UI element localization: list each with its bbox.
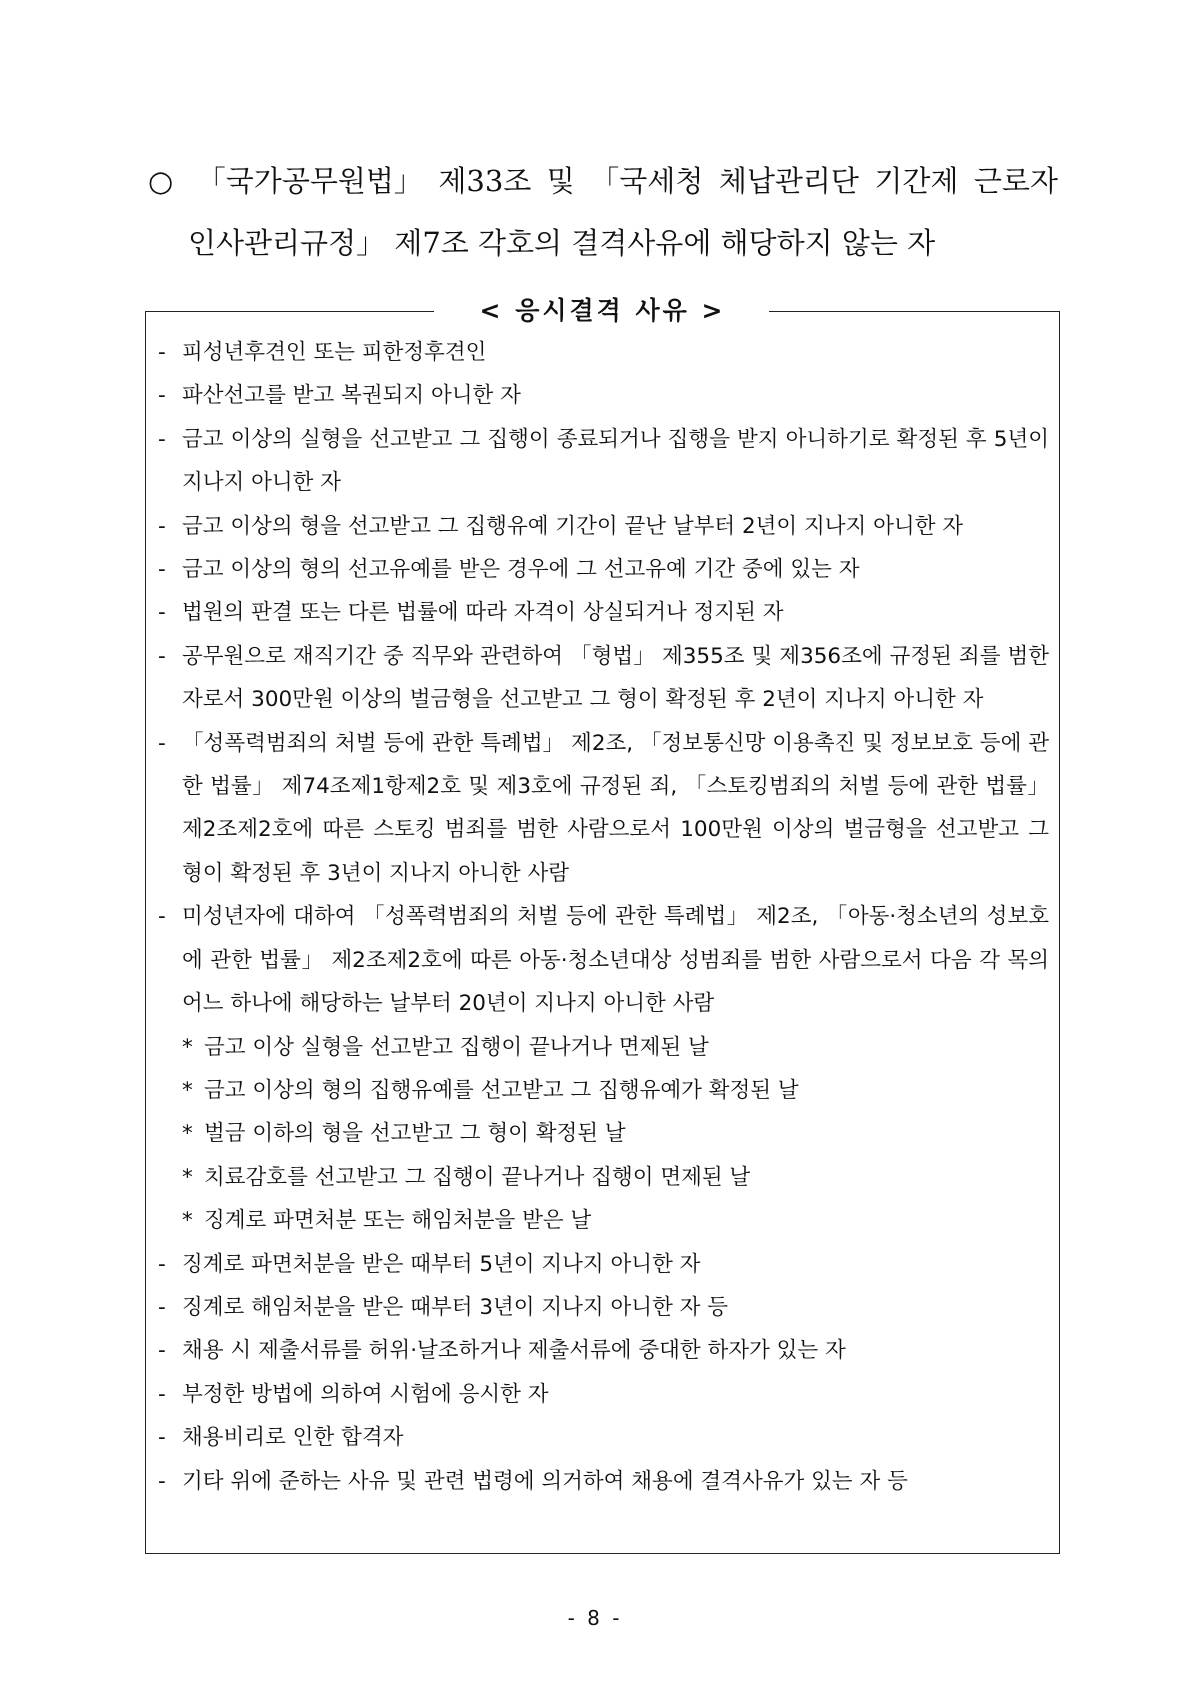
intro-bullet: ○ (148, 164, 174, 198)
intro-word: 체납관리단 (718, 164, 859, 198)
sub-list-item: * 금고 이상의 형의 집행유예를 선고받고 그 집행유예가 확정된 날 (156, 1069, 1049, 1112)
list-item: - 공무원으로 재직기간 중 직무와 관련하여 「형법」 제355조 및 제356조에 규정된 죄를 범한 자로서 300만원 이상의 벌금형을 선고받고 그 형이 확정된 후 2년이 지나지 아니한 자 (156, 635, 1049, 722)
intro-line-2: 인사관리규정」 제7조 각호의 결격사유에 해당하지 않는 자 (188, 226, 936, 260)
list-item: - 부정한 방법에 의하여 시험에 응시한 자 (156, 1373, 1049, 1416)
intro-word: 근로자 (973, 164, 1058, 198)
list-item: - 금고 이상의 형의 선고유예를 받은 경우에 그 선고유예 기간 중에 있는 자 (156, 548, 1049, 591)
intro-word: 「국가공무원법」 (196, 164, 423, 198)
list-item: - 「성폭력범죄의 처벌 등에 관한 특례법」 제2조, 「정보통신망 이용촉진 및 정보보호 등에 관한 법률」 제74조제1항제2호 및 제3호에 규정된 죄, 「스토킹범죄의 처벌 등에 관한 법률」 제2조제2호에 따른 스토킹 범죄를 범한 사람으로서 100만원 이상의 벌금형을 선고받고 그 형이 확정된 후 3년이 지나지 아니한 사람 (156, 722, 1049, 896)
list-item: - 금고 이상의 실형을 선고받고 그 집행이 종료되거나 집행을 받지 아니하기로 확정된 후 5년이 지나지 아니한 자 (156, 418, 1049, 505)
list-item: - 법원의 판결 또는 다른 법률에 따라 자격이 상실되거나 정지된 자 (156, 591, 1049, 634)
disqualification-list (156, 331, 1049, 1503)
box-title: < 응시결격 사유 > (479, 296, 726, 325)
list-item: - 금고 이상의 형을 선고받고 그 집행유예 기간이 끝난 날부터 2년이 지나지 아니한 자 (156, 505, 1049, 548)
list-item: - 피성년후견인 또는 피한정후견인 (156, 331, 1049, 374)
list-item: - 채용 시 제출서류를 허위·날조하거나 제출서류에 중대한 하자가 있는 자 (156, 1329, 1049, 1372)
list-item: - 징계로 파면처분을 받은 때부터 5년이 지나지 아니한 자 (156, 1243, 1049, 1286)
intro-paragraph (148, 150, 1058, 274)
disqualification-box (145, 296, 1060, 1554)
list-item: - 징계로 해임처분을 받은 때부터 3년이 지나지 아니한 자 등 (156, 1286, 1049, 1329)
page-number: - 8 - (567, 1606, 623, 1630)
sub-list-item: * 벌금 이하의 형을 선고받고 그 형이 확정된 날 (156, 1112, 1049, 1155)
sub-list-item: * 치료감호를 선고받고 그 집행이 끝나거나 집행이 면제된 날 (156, 1156, 1049, 1199)
list-item: - 기타 위에 준하는 사유 및 관련 법령에 의거하여 채용에 결격사유가 있는 자 등 (156, 1460, 1049, 1503)
intro-word: 기간제 (874, 164, 959, 198)
sub-list-item: * 금고 이상 실형을 선고받고 집행이 끝나거나 면제된 날 (156, 1026, 1049, 1069)
intro-word: 「국세청 (590, 164, 704, 198)
intro-line-1 (148, 150, 1058, 212)
intro-word: 제33조 (438, 164, 532, 198)
list-item: - 미성년자에 대하여 「성폭력범죄의 처벌 등에 관한 특례법」 제2조, 「아동·청소년의 성보호에 관한 법률」 제2조제2호에 따른 아동·청소년대상 성범죄를 범한 사람으로서 다음 각 목의 어느 하나에 해당하는 날부터 20년이 지나지 아니한 사람 (156, 895, 1049, 1025)
list-item: - 채용비리로 인한 합격자 (156, 1416, 1049, 1459)
intro-word: 및 (546, 164, 575, 198)
list-item: - 파산선고를 받고 복권되지 아니한 자 (156, 374, 1049, 417)
sub-list-item: * 징계로 파면처분 또는 해임처분을 받은 날 (156, 1199, 1049, 1242)
